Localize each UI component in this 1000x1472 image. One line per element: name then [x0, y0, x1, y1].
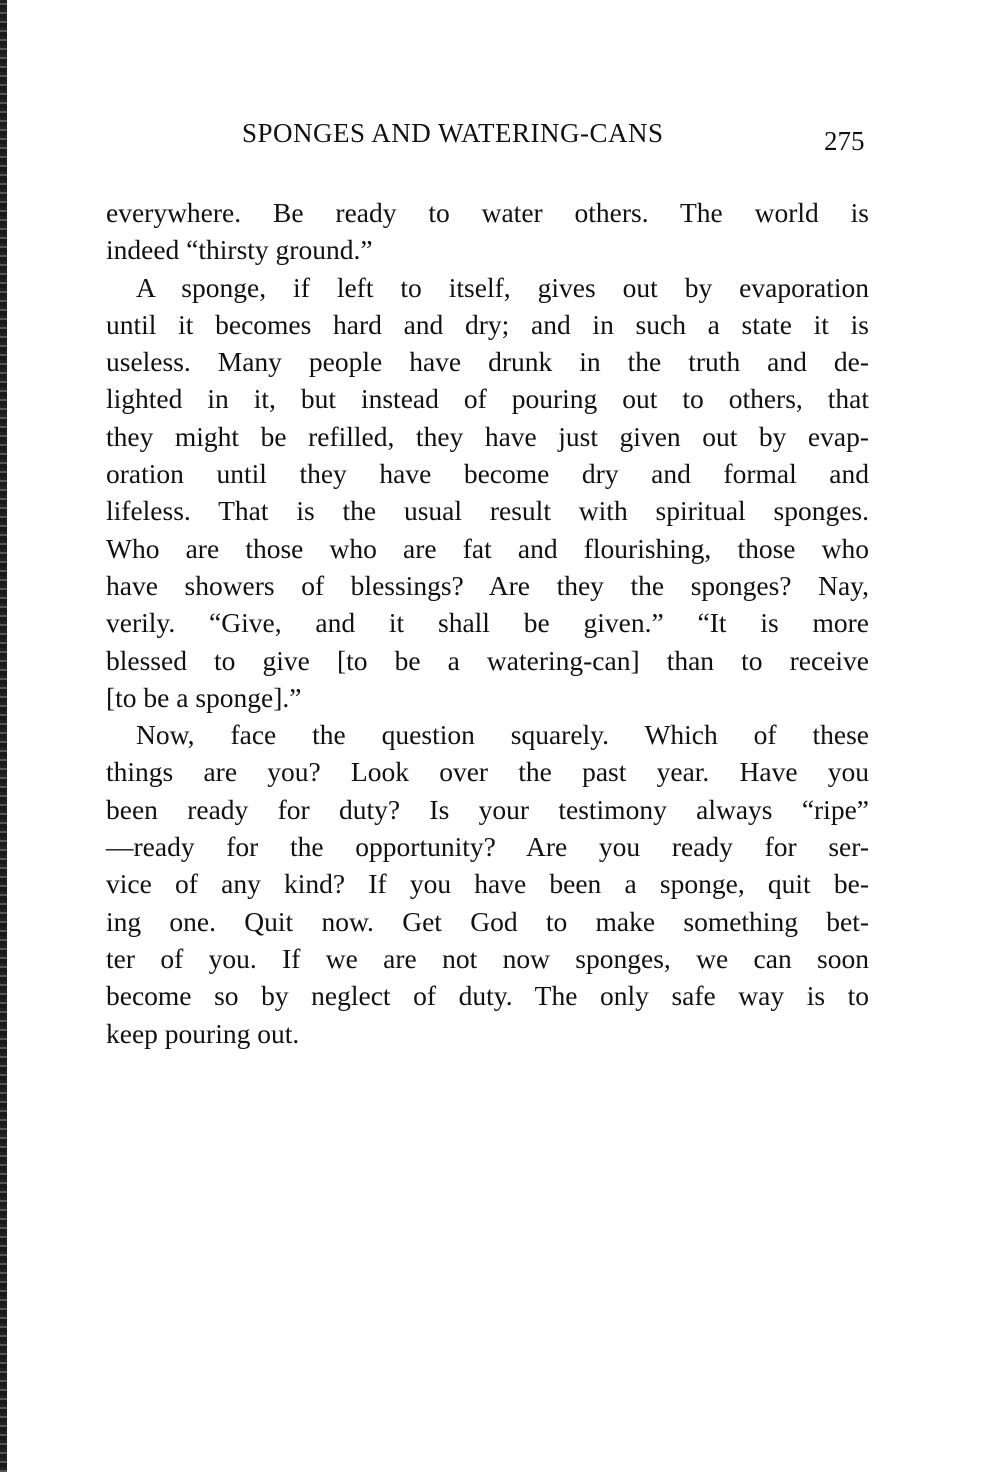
- text-line: Now, face the question squarely. Which of these: [136, 719, 869, 751]
- body-text: [106, 194, 869, 1052]
- running-head: SPONGES AND WATERING-CANS: [242, 118, 664, 148]
- text-line: ing one. Quit now. Get God to make something bet-: [106, 905, 869, 937]
- text-line: keep pouring out.: [106, 1017, 300, 1049]
- text-line: blessed to give [to be a watering-can] than to receive: [106, 644, 869, 676]
- page-number: 275: [824, 126, 865, 156]
- text-line: everywhere. Be ready to water others. The world is: [106, 197, 869, 228]
- text-line: ter of you. If we are not now sponges, we can soon: [106, 942, 869, 974]
- text-line: vice of any kind? If you have been a sponge, quit be-: [106, 868, 869, 900]
- text-line: [to be a sponge].”: [106, 681, 302, 713]
- text-line: —ready for the opportunity? Are you ready for ser-: [106, 831, 869, 863]
- text-line: lighted in it, but instead of pouring out to others, that: [106, 383, 869, 415]
- text-line: things are you? Look over the past year. Have you: [106, 756, 869, 788]
- text-line: A sponge, if left to itself, gives out by evaporation: [136, 271, 869, 303]
- text-line: indeed “thirsty ground.”: [106, 234, 373, 266]
- paragraph-1: [106, 194, 869, 269]
- text-line: verily. “Give, and it shall be given.” “It is more: [106, 607, 869, 639]
- text-line: oration until they have become dry and formal and: [106, 458, 869, 490]
- text-line: useless. Many people have drunk in the truth and de-: [106, 346, 869, 378]
- text-line: until it becomes hard and dry; and in such a state it is: [106, 308, 869, 340]
- text-line: lifeless. That is the usual result with spiritual sponges.: [106, 495, 869, 527]
- binding-edge: [0, 0, 7, 1472]
- text-line: been ready for duty? Is your testimony always “ripe”: [106, 793, 869, 825]
- text-line: have showers of blessings? Are they the sponges? Nay,: [106, 569, 869, 601]
- paragraph-3: [106, 716, 869, 1052]
- text-line: they might be refilled, they have just given out by evap-: [106, 420, 869, 452]
- text-line: Who are those who are fat and flourishing, those who: [106, 532, 869, 564]
- paragraph-2: [106, 269, 869, 717]
- text-line: become so by neglect of duty. The only safe way is to: [106, 980, 869, 1012]
